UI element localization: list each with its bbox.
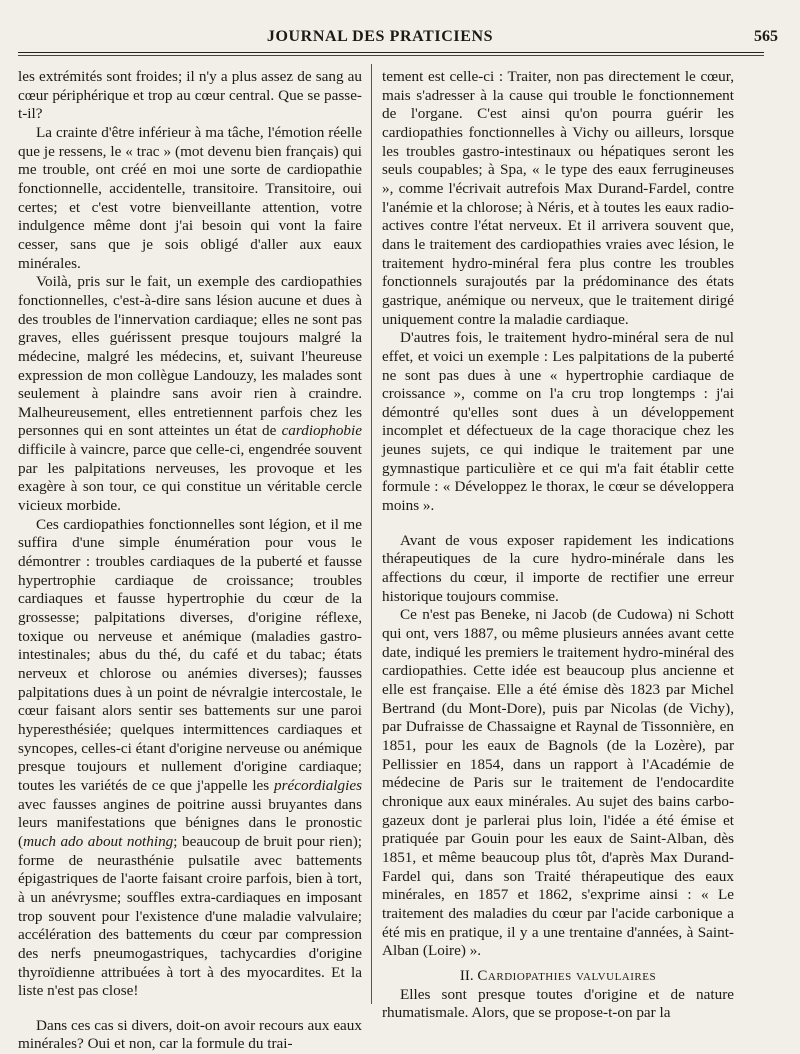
text-run: ; beaucoup de bruit pour rien); forme de neurasthénie pulsatile avec battements épigastriques de l'aorte faisant croire parfois, bien à tort, à un anévrysme; souffles extra-cardiaques en imposant trop souvent pour l'existence d'une maladie valvulaire; accélération des battements du cœur par compression des nerfs pneumogastriques, tachycardies d'origine thyroïdienne attribuées à tort à des myocardites. Et la liste n'est pas close! — [18, 832, 362, 1000]
paragraph: les extrémités sont froides; il n'y a plus assez de sang au cœur périphérique et trop au cœur central. Que se passe-t-il? — [18, 68, 362, 123]
italic-term: much ado about nothing — [23, 832, 174, 850]
paragraph: tement est celle-ci : Traiter, non pas directement le cœur, mais s'adresser à la cause qui trouble le fonctionnement de l'organe. C'est ainsi qu'on pourra guérir les cardiopathies fonctionnelles à Vichy ou ailleurs, lorsque les troubles gastro-intestinaux ou hépatiques seront les seuls coupables; à Spa, « le type des eaux ferrugineuses », comme l'écrivait autrefois Max Durand-Fardel, contre l'anémie et la chlorose; à Néris, et à toutes les eaux radio-actives contre l'état nerveux. Et il arrivera souvent que, dans le traitement des cardiopathies vraies avec lésion, le traitement hydro-minéral fera plus contre les troubles fonctionnels surajoutés par la prédominance des états gastrique, anémique ou nerveux, que le traitement dirigé uniquement contre la maladie cardiaque. — [382, 68, 734, 328]
section-title: Cardiopathies valvulaires — [477, 967, 657, 984]
section-heading — [382, 967, 734, 986]
header-rule — [18, 52, 764, 53]
header-rule-secondary — [18, 55, 764, 56]
paragraph — [18, 273, 362, 516]
paragraph — [18, 516, 362, 1001]
column-divider — [371, 64, 372, 1004]
section-number: II. — [459, 967, 474, 984]
text-run: Ces cardiopathies fonctionnelles sont légion, et il me suffira d'une simple énumération pour vous le démontrer : troubles cardiaques de la puberté et fausse hypertrophie cardiaque de croissance; troubles cardiaques et fausse hypertrophie du cœur de la grossesse; palpitations diverses, d'origine réflexe, toxique ou nerveuse et anémique (maladies gastro-intestinales; abus du thé, du café et du tabac; états nerveux et chlorose ou anémies diverses); fausses palpitations dues à un point de névralgie intercostale, le cœur faisant alors sentir ses battements sur une paroi hyperesthésiée; quelques intermittences cardiaques et syncopes, celles-ci étant d'origine nerveuse ou anémique presque toujours et nullement d'origine cardiaque; toutes les variétés de ce que j'appelle les — [18, 515, 362, 794]
paragraph: Ce n'est pas Beneke, ni Jacob (de Cudowa) ni Schott qui ont, vers 1887, ou même plusieurs années avant cette date, indiqué les premiers le traitement hydro-minéral des cardiopathies. Cette idée est beaucoup plus ancienne et elle est française. Elle a été émise dès 1823 par Michel Bertrand (du Mont-Dore), puis par Nicolas (de Vichy), par Dufraisse de Chassaigne et Raynal de Tissonnière, en 1851, pour les eaux de Bagnols (de la Lozère), par Pellissier en 1854, dans un rapport à l'Académie de médecine de Paris sur le traitement de l'endocardite chronique aux eaux minérales. Au sujet des bains carbo-gazeux dont je parlerai plus loin, l'idée a été émise et pratiquée par Gouin pour les eaux de Saint-Alban, dès 1851, et même beaucoup plus tôt, d'après Max Durand-Fardel qui, dans son Traité thérapeutique des eaux minérales, en 1857 et 1862, s'exprime ainsi : « Le traitement des maladies du cœur par l'acide carbonique a été mis en pratique, il y a une trentaine d'années, à Saint-Alban (Loire) ». — [382, 606, 734, 960]
page-header — [0, 0, 800, 56]
paragraph: Dans ces cas si divers, doit-on avoir recours aux eaux minérales? Oui et non, car la formule du trai- — [18, 1016, 362, 1053]
text-run: avec fausses angines de poitrine aussi bruyantes dans leurs manifestations que bénignes dans le pronostic ( — [18, 795, 362, 850]
page-number: 565 — [754, 28, 778, 45]
running-title: JOURNAL DES PRATICIENS — [266, 28, 494, 45]
text-run: difficile à vaincre, parce que celle-ci, engendrée souvent par les palpitations nerveuses, les provoque et les exagère à son tour, ce qui constitue un véritable cercle vicieux morbide. — [18, 441, 362, 515]
paragraph: D'autres fois, le traitement hydro-minéral sera de nul effet, et voici un exemple : Les palpitations de la puberté ne sont pas dues à une « hypertrophie cardiaque de croissance », comme on l'a cru trop longtemps : j'ai démontré qu'elles sont dues à un développement incomplet et défectueux de la cage thoracique chez les jeunes sujets, ce qui indique le traitement par une gymnastique particulière et ce qui m'a fait établir cette formule : « Développez le thorax, le cœur se développera moins ». — [382, 329, 734, 515]
text-run: Voilà, pris sur le fait, un exemple des cardiopathies fonctionnelles, c'est-à-dire sans lésion aucune et dues à des troubles de l'innervation cardiaque; elles ne sont pas graves, elles guérissent presque toujours malgré la médecine, malgré les médecins, et, suivant l'heureuse expression de mon collègue Landouzy, les malades sont seulement à plaindre sans avoir rien à craindre. Malheureusement, elles entretiennent parfois chez les personnes qui en sont atteintes un état de — [18, 273, 362, 440]
paragraph: Avant de vous exposer rapidement les indications thérapeutiques de la cure hydro-minérale dans les affections du cœur, il importe de rectifier une erreur historique toujours commise. — [382, 531, 734, 605]
italic-term: précordialgies — [273, 776, 362, 794]
paragraph: Elles sont presque toutes d'origine et de nature rhumatismale. Alors, que se propose-t-on par la — [382, 985, 734, 1022]
left-column — [18, 68, 362, 1054]
paragraph: La crainte d'être inférieur à ma tâche, l'émotion réelle que je ressens, le « trac » (mot devenu bien français) qui me trouble, ont créé en moi une sorte de cardiopathie fonctionnelle, accidentelle, transitoire. Transitoire, oui certes; et c'est votre bienveillante attention, votre indulgence même dont j'ai besoin qui vont la faire cesser, sans que je sois obligé d'aller aux eaux minérales. — [18, 123, 362, 272]
right-column — [382, 68, 734, 1023]
italic-term: cardiophobie — [281, 422, 362, 440]
